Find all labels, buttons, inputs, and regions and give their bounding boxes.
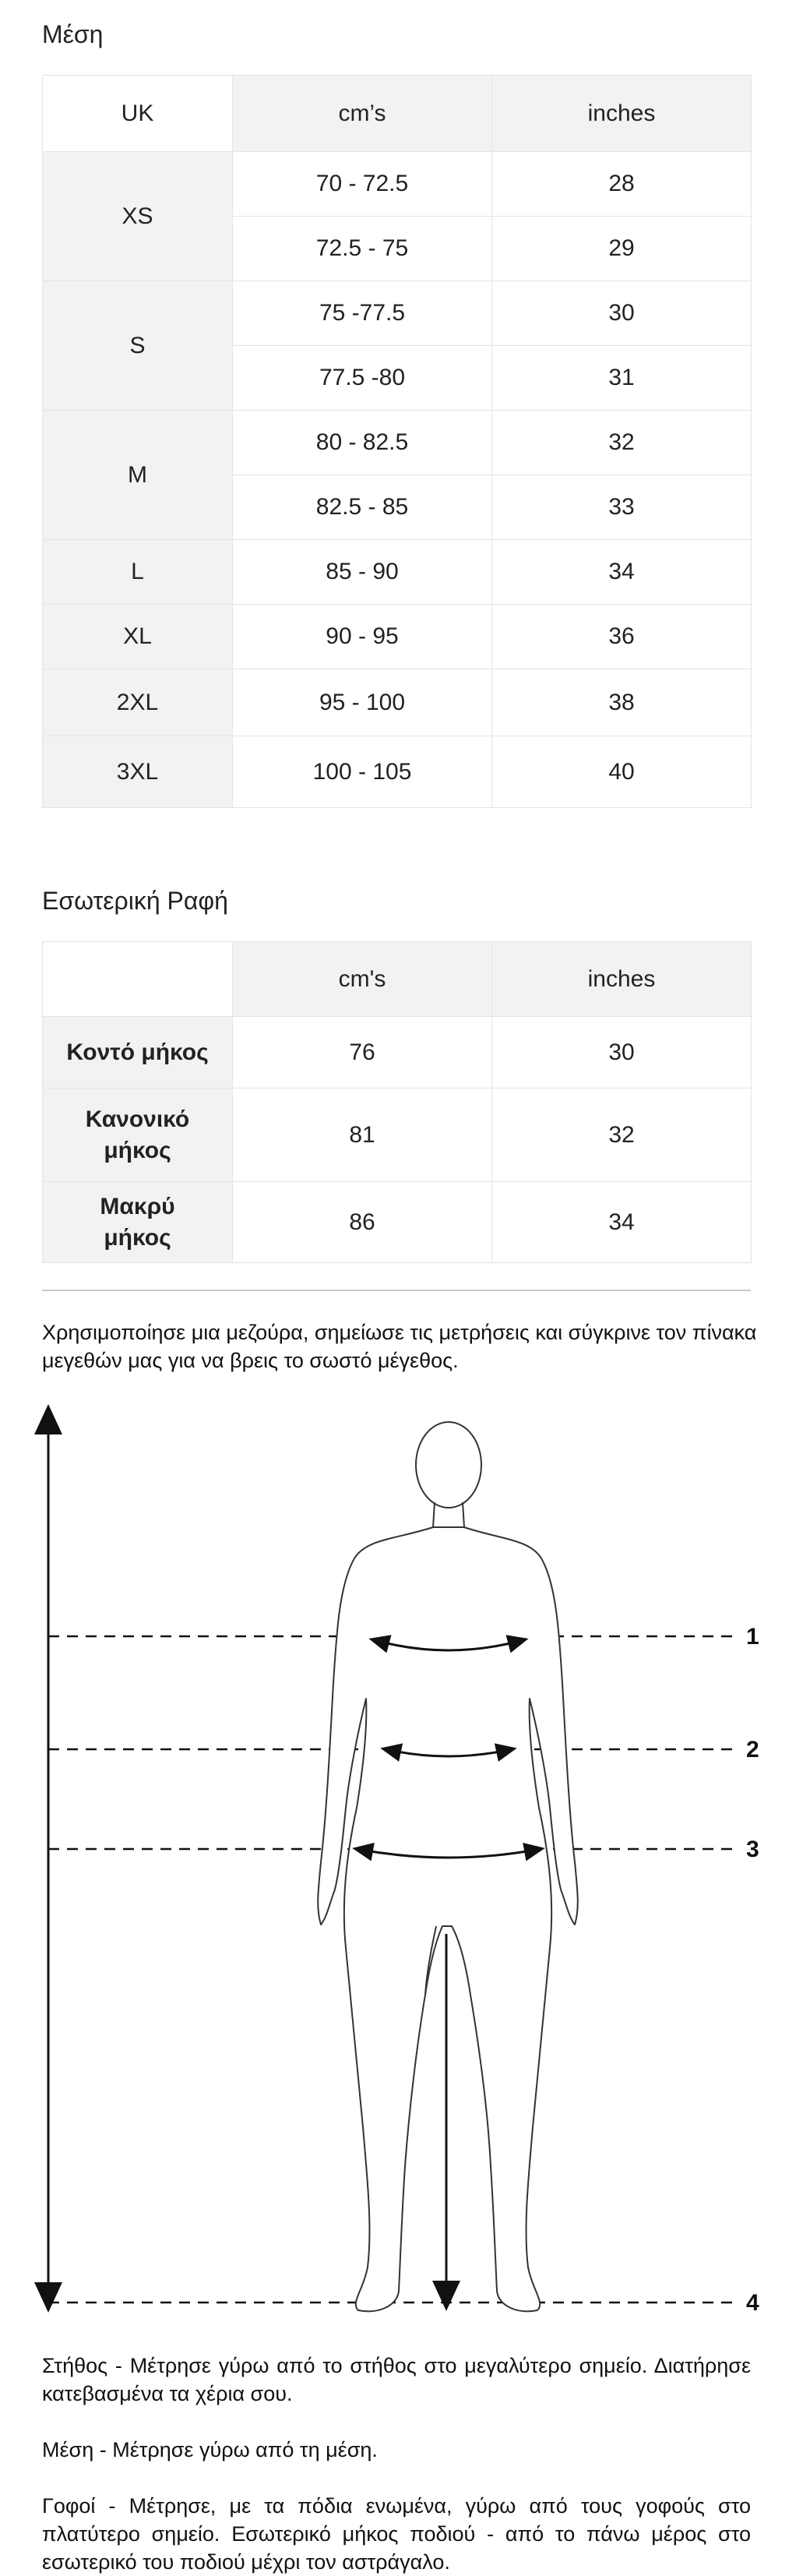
inches-cell: 33 — [492, 475, 752, 540]
size-cell-m: M — [43, 411, 233, 540]
size-cell-s: S — [43, 281, 233, 411]
body-outline — [318, 1422, 578, 2311]
inches-cell: 30 — [492, 1017, 752, 1089]
inches-cell: 36 — [492, 605, 752, 669]
size-cell-3xl: 3XL — [43, 736, 233, 808]
header-empty — [43, 942, 233, 1017]
size-cell-2xl: 2XL — [43, 669, 233, 736]
inches-cell: 32 — [492, 1089, 752, 1182]
header-inches: inches — [492, 76, 752, 152]
inches-cell: 40 — [492, 736, 752, 808]
header-uk: UK — [43, 76, 233, 152]
waist-description: Μέση - Μέτρησε γύρω από τη μέση. — [42, 2438, 378, 2461]
waist-size-table — [42, 75, 752, 808]
size-cell-l: L — [43, 540, 233, 605]
measuring-instructions: Χρησιμοποίησε μια μεζούρα, σημείωσε τις μετρήσεις και σύγκρινε τον πίνακα μεγεθών μας για να βρεις το σωστό μέγεθος. — [42, 1321, 757, 1372]
header-cm: cm’s — [233, 76, 492, 152]
head — [416, 1422, 481, 1508]
cm-cell: 81 — [233, 1089, 492, 1182]
cm-cell: 95 - 100 — [233, 669, 492, 736]
waist-section-title: Μέση — [42, 20, 104, 48]
marker-2: 2 — [746, 1737, 759, 1763]
inches-cell: 29 — [492, 217, 752, 281]
body-measurement-figure — [31, 1403, 763, 2338]
inches-cell: 38 — [492, 669, 752, 736]
cm-cell: 75 -77.5 — [233, 281, 492, 346]
inseam-size-table — [42, 941, 752, 1263]
cm-cell: 86 — [233, 1182, 492, 1263]
inches-cell: 28 — [492, 152, 752, 217]
hips-description: Γοφοί - Μέτρησε, με τα πόδια ενωμένα, γύρω από τους γοφούς στο πλατύτερο σημείο. Εσωτερικό μήκος ποδιού - από το πάνω μέρος στο εσωτερικό του ποδιού μέχρι τον αστράγαλο. — [42, 2494, 751, 2574]
header-cm: cm's — [233, 942, 492, 1017]
cm-cell: 76 — [233, 1017, 492, 1089]
divider — [42, 1290, 751, 1291]
cm-cell: 77.5 -80 — [233, 346, 492, 411]
cm-cell: 85 - 90 — [233, 540, 492, 605]
cm-cell: 70 - 72.5 — [233, 152, 492, 217]
cm-cell: 90 - 95 — [233, 605, 492, 669]
cm-cell: 82.5 - 85 — [233, 475, 492, 540]
inches-cell: 31 — [492, 346, 752, 411]
inseam-section-title: Εσωτερική Ραφή — [42, 887, 228, 915]
marker-1: 1 — [746, 1624, 759, 1650]
length-label-long: Μακρύ μήκος — [43, 1182, 233, 1263]
inches-cell: 34 — [492, 1182, 752, 1263]
inches-cell: 34 — [492, 540, 752, 605]
size-cell-xl: XL — [43, 605, 233, 669]
inches-cell: 30 — [492, 281, 752, 346]
size-cell-xs: XS — [43, 152, 233, 281]
length-label-short: Κοντό μήκος — [43, 1017, 233, 1089]
cm-cell: 72.5 - 75 — [233, 217, 492, 281]
length-label-regular: Κανονικό μήκος — [43, 1089, 233, 1182]
cm-cell: 80 - 82.5 — [233, 411, 492, 475]
marker-3: 3 — [746, 1837, 759, 1862]
header-inches: inches — [492, 942, 752, 1017]
marker-4: 4 — [746, 2290, 759, 2316]
chest-description: Στήθος - Μέτρησε γύρω από το στήθος στο μεγαλύτερο σημείο. Διατήρησε κατεβασμένα τα χέρια σου. — [42, 2354, 751, 2405]
inches-cell: 32 — [492, 411, 752, 475]
cm-cell: 100 - 105 — [233, 736, 492, 808]
